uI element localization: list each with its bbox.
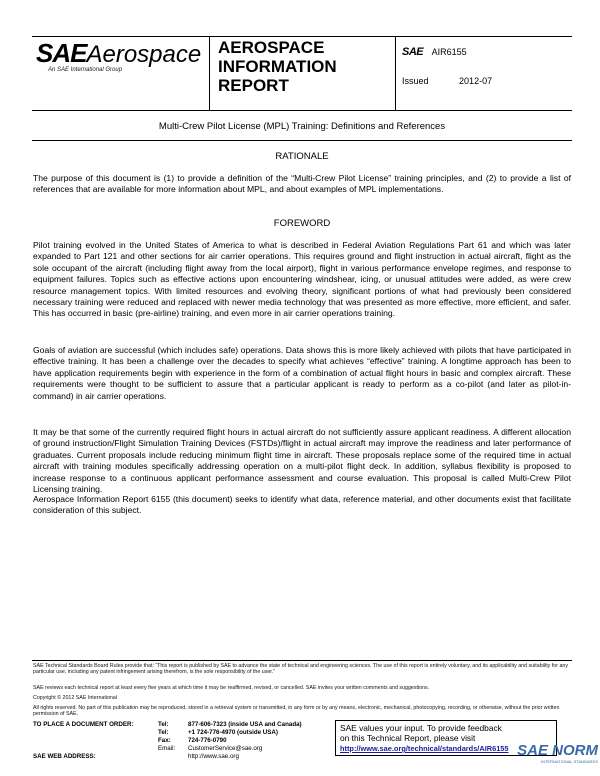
order-contact-block [33, 721, 333, 761]
fax-label: Fax: [158, 737, 171, 744]
report-type-line-3: REPORT [218, 76, 289, 95]
foreword-paragraph-3: It may be that some of the currently required flight hours in actual aircraft do not sufficiently assure applicant readiness. A different allocation of ground instruction/Flight Simulation Training Devices (FSTDs)/flight in actual aircraft may improve the readiness and later performance of graduates. Current proposals include reducing minimum flight time in aircraft. These proposals replace some of the required time in actual aircraft with training modules specifically addressing operation on a multi-pilot flight deck. In addition, syllabus flexibility is proposed to increase response to a continuous applicant performance assessment and course evaluation. This proposal is called Multi-Crew Pilot Licensing training. [33, 427, 571, 495]
feedback-line-2: on this Technical Report, please visit [340, 733, 476, 743]
header-divider-left [209, 36, 210, 110]
document-number: AIR6155 [431, 47, 467, 57]
feedback-line-1: SAE values your input. To provide feedback [340, 723, 502, 733]
issued-label: Issued [402, 76, 429, 86]
logo-sae-mark: SAE [36, 38, 87, 68]
watermark-text: SAE NORM [517, 742, 598, 759]
issued-date: 2012-07 [459, 76, 493, 86]
fax-value: 724-776-0790 [188, 737, 227, 744]
issued-block [402, 76, 492, 86]
footer-copyright: Copyright © 2012 SAE International [33, 695, 117, 701]
tel-value: 877-606-7323 (inside USA and Canada) [188, 721, 302, 728]
tel-label: Tel: [158, 721, 169, 728]
document-number-block [402, 46, 467, 58]
footer-review-text: SAE reviews each technical report at least every five years at which time it may be reaffirmed, revised, or cancelled. SAE invites your written comments and suggestions. [33, 685, 430, 691]
report-type-line-2: INFORMATION [218, 57, 337, 76]
email-label: Email: [158, 745, 176, 752]
title-bottom-rule [32, 140, 572, 141]
footer-rule [32, 660, 572, 661]
web-label: SAE WEB ADDRESS: [33, 753, 96, 760]
header-top-rule [32, 36, 572, 37]
report-type-title [218, 38, 337, 95]
footer-rights-text: All rights reserved. No part of this publication may be reproduced, stored in a retrieval system or transmitted, in any form or by any means, electronic, mechanical, photocopying, recording, or otherwise, without the prior written permission of SAE. [33, 705, 560, 718]
document-title: Multi-Crew Pilot License (MPL) Training: Definitions and References [158, 121, 446, 132]
tel2-label: Tel: [158, 729, 169, 736]
foreword-paragraph-1: Pilot training evolved in the United States of America to what is described in Federal Aviation Regulations Part 61 and which was later expanded to Part 121 and other sections for air carrier operations. This requires ground and flight instruction in actual aircraft, flight as the sole occupant of the aircraft (including flight away from the local airport), flight in various performance envelope regimes, and response to equipment failures. Topics such as effective actions upon encountering windshear, icing, or unusual attitudes were added, as were crew resource management topics. With limited resources and evolving theory, significant portions of what had previously been considered necessary training were reduced and replaced with newer media technology that was presented as more effective, more efficient, and safer. This has occurred in basic (pre-airline) training, and even more in air carrier operations training. [33, 240, 571, 319]
logo-tagline: An SAE International Group [48, 67, 123, 73]
rationale-paragraph: The purpose of this document is (1) to provide a definition of the “Multi-Crew Pilot License” training principles, and (2) to provide a list of references that are available for more information about MPL, and about examples of MPL implementations. [33, 173, 571, 195]
foreword-paragraph-2: Goals of aviation are successful (which includes safe) operations. Data shows this is more likely achieved with pilots that have participated in effective training. It has been a challenge over the decades to specify what achieves “effective” training. A longtime approach has been to have application requirements begin with experience in the form of a combination of actual flight hours in basic and complex aircraft. These requirements were thought to be sufficient to assure that a particular applicant is ready to perform as a co-pilot (and later as pilot-in-command) in air carrier operations. [33, 345, 571, 401]
sae-aerospace-logo [36, 38, 206, 69]
tel2-value: +1 724-776-4970 (outside USA) [188, 729, 278, 736]
header-bottom-rule [32, 110, 572, 111]
logo-aerospace-word: Aerospace [86, 41, 202, 68]
footer-rules-text: SAE Technical Standards Board Rules provide that: “This report is published by SAE to advance the state of technical and engineering sciences. The use of this report is entirely voluntary, and its applicability and suitability for any particular use, including any patent infringement arising therefrom, is the sole responsibility of the user.” [33, 663, 568, 676]
foreword-heading: FOREWORD [273, 218, 331, 229]
watermark-subtext: INTERNATIONAL STANDARDS [540, 759, 598, 764]
header-divider-right [395, 36, 396, 110]
web-value[interactable]: http://www.sae.org [188, 753, 239, 760]
report-type-line-1: AEROSPACE [218, 38, 325, 57]
rationale-heading: RATIONALE [275, 151, 329, 162]
email-value[interactable]: CustomerService@sae.org [188, 745, 263, 752]
foreword-paragraph-4: Aerospace Information Report 6155 (this document) seeks to identify what data, reference material, and other documents exist that facilitate consideration of this subject. [33, 494, 571, 516]
order-label: TO PLACE A DOCUMENT ORDER: [33, 721, 134, 728]
feedback-link[interactable]: http://www.sae.org/technical/standards/AIR6155 [340, 744, 509, 753]
sae-norm-watermark [510, 742, 598, 764]
sae-doc-mark: SAE [402, 46, 424, 58]
